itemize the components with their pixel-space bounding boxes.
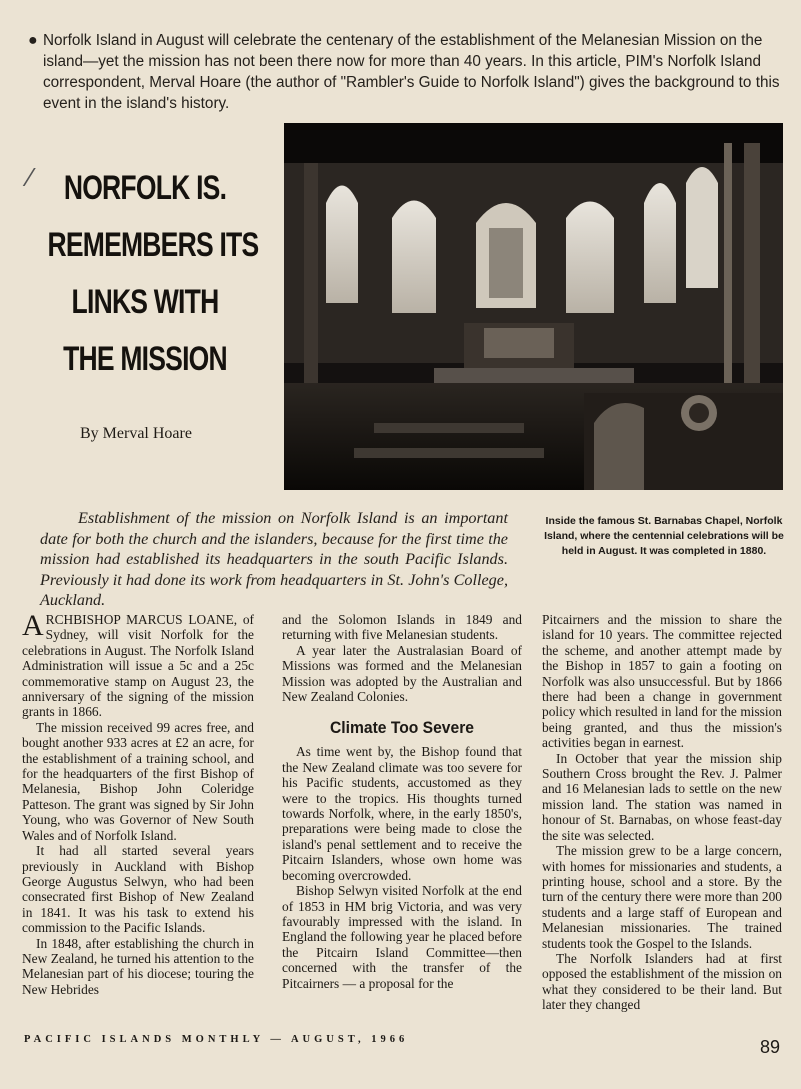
paragraph: The mission received 99 acres free, and bought another 933 acres at £2 an acre, for the establishment of a training school, and for the headquarters of the first Bishop of Melanesia, Bishop John Coleridge Patteson. The grant was signed by Sir John Young, who was Governor of New South Wales and of Norfolk Island.: [22, 719, 254, 843]
paragraph: [22, 609, 254, 720]
chapel-interior-photo: [284, 123, 783, 490]
headline-line: NORFOLK IS.: [63, 169, 227, 207]
headline-line: REMEMBERS ITS: [47, 226, 259, 264]
paragraph: The mission grew to be a large concern, with homes for missionaries and students, a printing house, school and a store. By the turn of the century there were more than 200 students and a large staff of European and Melanesian missionaries. The trained students took the Gospel to the Islands.: [542, 843, 782, 951]
paragraph: A year later the Australasian Board of Missions was formed and the Melanesian Mission was adopted by the Australian and New Zealand Colonies.: [282, 642, 522, 705]
headline-line: LINKS WITH: [71, 283, 219, 321]
chapel-photo-illustration: [284, 123, 783, 490]
intro-paragraph: [28, 30, 801, 114]
paragraph: Pitcairners and the mission to share the island for 10 years. The committee rejected the scheme, and another attempt made by the Bishop in 1857 to gain a footing on Norfolk was also unsuccessful. But by 1866 there had been a change in government policy which resulted in land for the mission being granted, and thus the mission's activities began in earnest.: [542, 612, 782, 751]
pencil-mark-icon: ⁄: [28, 162, 33, 192]
paragraph-text: RCHBISHOP MARCUS LOANE, of Sydney, will visit Norfolk for the celebrations in August. The Norfolk Island Administration will issue a 5c and a 25c commemorative stamp on August 23, the anniversary of the signing of the mission grants in 1866.: [22, 612, 254, 720]
article-column-3: [542, 612, 782, 1013]
paragraph: Bishop Selwyn visited Norfolk at the end of 1853 in HM brig Victoria, and was very favourably impressed with the island. In England the following year he placed before the Pitcairn Island Committee—then concerned with the transfer of the Pitcairners — a proposal for the: [282, 883, 522, 991]
article-column-2: [282, 612, 522, 991]
page-number: 89: [760, 1037, 781, 1057]
paragraph: In 1848, after establishing the church in New Zealand, he turned his attention to the Melanesian part of his diocese; touring the New Hebrides: [22, 935, 254, 997]
paragraph: As time went by, the Bishop found that the New Zealand climate was too severe for his Pacific students, accustomed as they were to the tropics. His thoughts turned towards Norfolk, where, in the early 1850's, preparations were being made to close the island's penal settlement and to receive the Pitcairn Islanders, whose own home was becoming overcrowded.: [282, 744, 522, 883]
headline-line: THE MISSION: [63, 340, 227, 378]
article-headline: [47, 160, 259, 388]
paragraph: It had all started several years previously in Auckland with Bishop George Augustus Selwyn, who had been consecrated first Bishop of New Zealand in 1841. It was his task to extend his commission to the Pacific Islands.: [22, 843, 254, 936]
publication-footer: PACIFIC ISLANDS MONTHLY — AUGUST, 1966: [24, 1034, 409, 1045]
article-column-1: [22, 609, 254, 997]
paragraph: The Norfolk Islanders had at first opposed the establishment of the mission on what they considered to be their land. But later they changed: [542, 950, 782, 1013]
article-standfirst: Establishment of the mission on Norfolk Island is an important date for both the church and the islanders, because for the first time the mission had established its headquarters in the south Pacific Islands. Previously it had done its work from headquarters in St. John's College, Auckland.: [40, 509, 508, 609]
photo-caption: Inside the famous St. Barnabas Chapel, Norfolk Island, where the centennial celebrations will be held in August. It was completed in 1880.: [544, 515, 784, 557]
paragraph: In October that year the mission ship Southern Cross brought the Rev. J. Palmer and 16 Melanesian lads to settle on the new mission land. The station was named in honour of St. Barnabas, on whose feast-day the site was selected.: [542, 750, 782, 843]
byline: By Merval Hoare: [80, 425, 192, 442]
bullet-icon: ●: [28, 32, 38, 49]
drop-cap: A: [22, 609, 44, 642]
section-subheading: Climate Too Severe: [329, 718, 475, 738]
intro-text: Norfolk Island in August will celebrate the centenary of the establishment of the Melanesian Mission on the island—yet the mission has not been there now for more than 40 years. In this article, PIM's Norfolk Island correspondent, Merval Hoare (the author of "Rambler's Guide to Norfolk Island") gives the background to this event in the island's history.: [43, 32, 780, 112]
paragraph: and the Solomon Islands in 1849 and returning with five Melanesian students.: [282, 612, 522, 643]
